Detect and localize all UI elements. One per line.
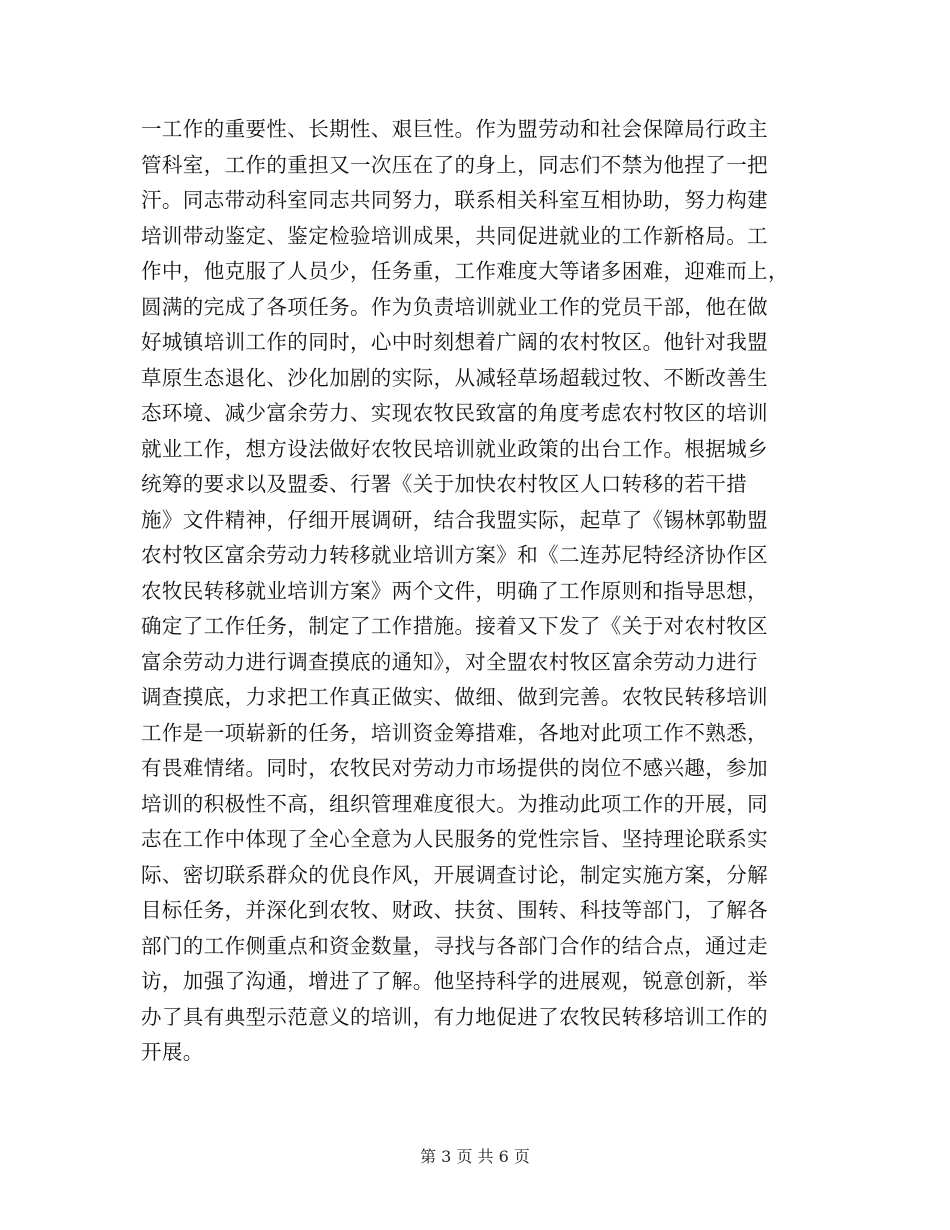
text-line: 志在工作中体现了全心全意为人民服务的党性宗旨、坚持理论联系实 — [141, 827, 768, 851]
text-line: 一工作的重要性、长期性、艰巨性。作为盟劳动和社会保障局行政主 — [141, 117, 768, 141]
text-line: 目标任务，并深化到农牧、财政、扶贫、围转、科技等部门，了解各 — [141, 898, 768, 922]
page-number-footer: 第 3 页 共 6 页 — [420, 1147, 530, 1166]
text-line: 草原生态退化、沙化加剧的实际，从减轻草场超载过牧、不断改善生 — [141, 365, 768, 390]
text-line: 调查摸底，力求把工作真正做实、做细、做到完善。农牧民转移培训 — [141, 685, 768, 709]
text-line: 有畏难情绪。同时，农牧民对劳动力市场提供的岗位不感兴趣，参加 — [141, 756, 768, 780]
text-line: 富余劳动力进行调查摸底的通知》，对全盟农村牧区富余劳动力进行 — [141, 649, 758, 674]
text-line: 培训的积极性不高，组织管理难度很大。为推动此项工作的开展，同 — [141, 791, 768, 816]
body-paragraph — [141, 112, 811, 1071]
text-line: 农村牧区富余劳动力转移就业培训方案》和《二连苏尼特经济协作区 — [141, 543, 768, 567]
text-line: 培训带动鉴定、鉴定检验培训成果，共同促进就业的工作新格局。工 — [141, 223, 768, 248]
text-line: 统筹的要求以及盟委、行署《关于加快农村牧区人口转移的若干措 — [141, 472, 748, 496]
text-line: 就业工作，想方设法做好农牧民培训就业政策的出台工作。根据城乡 — [141, 436, 768, 461]
text-line: 好城镇培训工作的同时，心中时刻想着广阔的农村牧区。他针对我盟 — [141, 330, 768, 354]
text-line: 访，加强了沟通，增进了了解。他坚持科学的进展观，锐意创新，举 — [141, 969, 768, 993]
text-line: 确定了工作任务，制定了工作措施。接着又下发了《关于对农村牧区 — [141, 614, 768, 638]
text-line: 作中，他克服了人员少，任务重，工作难度大等诸多困难，迎难而上， — [141, 259, 789, 283]
text-line: 际、密切联系群众的优良作风，开展调查讨论，制定实施方案，分解 — [141, 862, 768, 887]
text-line: 汗。同志带动科室同志共同努力，联系相关科室互相协助，努力构建 — [141, 188, 768, 212]
text-line: 办了具有典型示范意义的培训，有力地促进了农牧民转移培训工作的 — [141, 1004, 768, 1029]
text-line: 开展。 — [141, 1040, 204, 1064]
text-line: 农牧民转移就业培训方案》两个文件，明确了工作原则和指导思想， — [141, 578, 768, 603]
text-line: 施》文件精神，仔细开展调研，结合我盟实际，起草了《锡林郭勒盟 — [141, 507, 768, 532]
text-line: 管科室，工作的重担又一次压在了的身上，同志们不禁为他捏了一把 — [141, 152, 768, 177]
text-line: 态环境、减少富余劳力、实现农牧民致富的角度考虑农村牧区的培训 — [141, 401, 768, 425]
text-line: 工作是一项崭新的任务，培训资金筹措难，各地对此项工作不熟悉， — [141, 720, 768, 745]
text-line: 圆满的完成了各项任务。作为负责培训就业工作的党员干部，他在做 — [141, 294, 768, 319]
text-line: 部门的工作侧重点和资金数量，寻找与各部门合作的结合点，通过走 — [141, 933, 768, 958]
